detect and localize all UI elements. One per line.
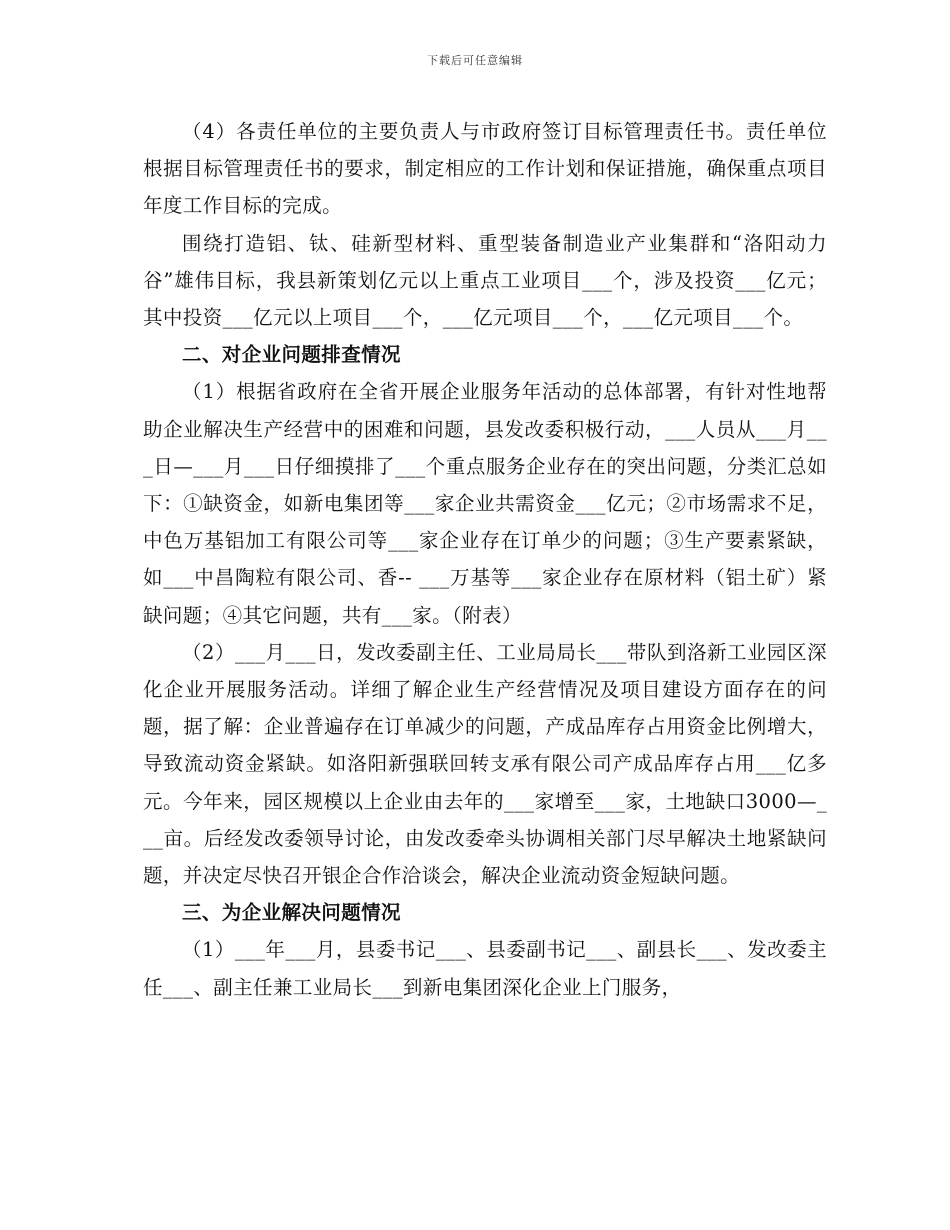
section-heading-problem-survey: 二、对企业问题排查情况 — [182, 343, 401, 367]
paragraph-project-planning: 围绕打造铝、钛、硅新型材料、重型装备制造业产业集群和“洛阳动力谷”雄伟目标，我县新策划亿元以上重点工业项目___个，涉及投资___亿元；其中投资___亿元以上项目___个，___亿元项目___个，___亿元项目___个。 — [143, 231, 827, 330]
document-body — [143, 113, 827, 1006]
paragraph-problem-survey-2: （2）___月___日，发改委副主任、工业局局长___带队到洛新工业园区深化企业开展服务活动。详细了解企业生产经营情况及项目建设方面存在的问题，据了解：企业普遍存在订单减少的问题，产成品库存占用资金比例增大，导致流动资金紧缺。如洛阳新强联回转支承有限公司产成品库存占用___亿多元。今年来，园区规模以上企业由去年的___家增至___家，土地缺口3000—___亩。后经发改委领导讨论，由发改委牵头协调相关部门尽早解决土地紧缺问题，并决定尽快召开银企合作洽谈会，解决企业流动资金短缺问题。 — [143, 640, 827, 888]
paragraph-responsibility-letter: （4）各责任单位的主要负责人与市政府签订目标管理责任书。责任单位根据目标管理责任书的要求，制定相应的工作计划和保证措施，确保重点项目年度工作目标的完成。 — [143, 120, 827, 218]
page-header: 下载后可任意编辑 — [427, 54, 523, 67]
section-heading-problem-solving: 三、为企业解决问题情况 — [182, 901, 401, 925]
paragraph-problem-survey-1: （1）根据省政府在全省开展企业服务年活动的总体部署，有针对性地帮助企业解决生产经营中的困难和问题，县发改委积极行动，___人员从___月___日—___月___日仔细摸排了___个重点服务企业存在的突出问题，分类汇总如下：①缺资金，如新电集团等___家企业共需资金___亿元；②市场需求不足，中色万基铝加工有限公司等___家企业存在订单少的问题；③生产要素紧缺，如___中昌陶粒有限公司、香-- ___万基等___家企业存在原材料（铝土矿）紧缺问题；④其它问题，共有___家。（附表） — [143, 380, 827, 627]
paragraph-problem-solving-1: （1）___年___月，县委书记___、县委副书记___、副县长___、发改委主任___、副主任兼工业局长___到新电集团深化企业上门服务， — [143, 938, 827, 999]
